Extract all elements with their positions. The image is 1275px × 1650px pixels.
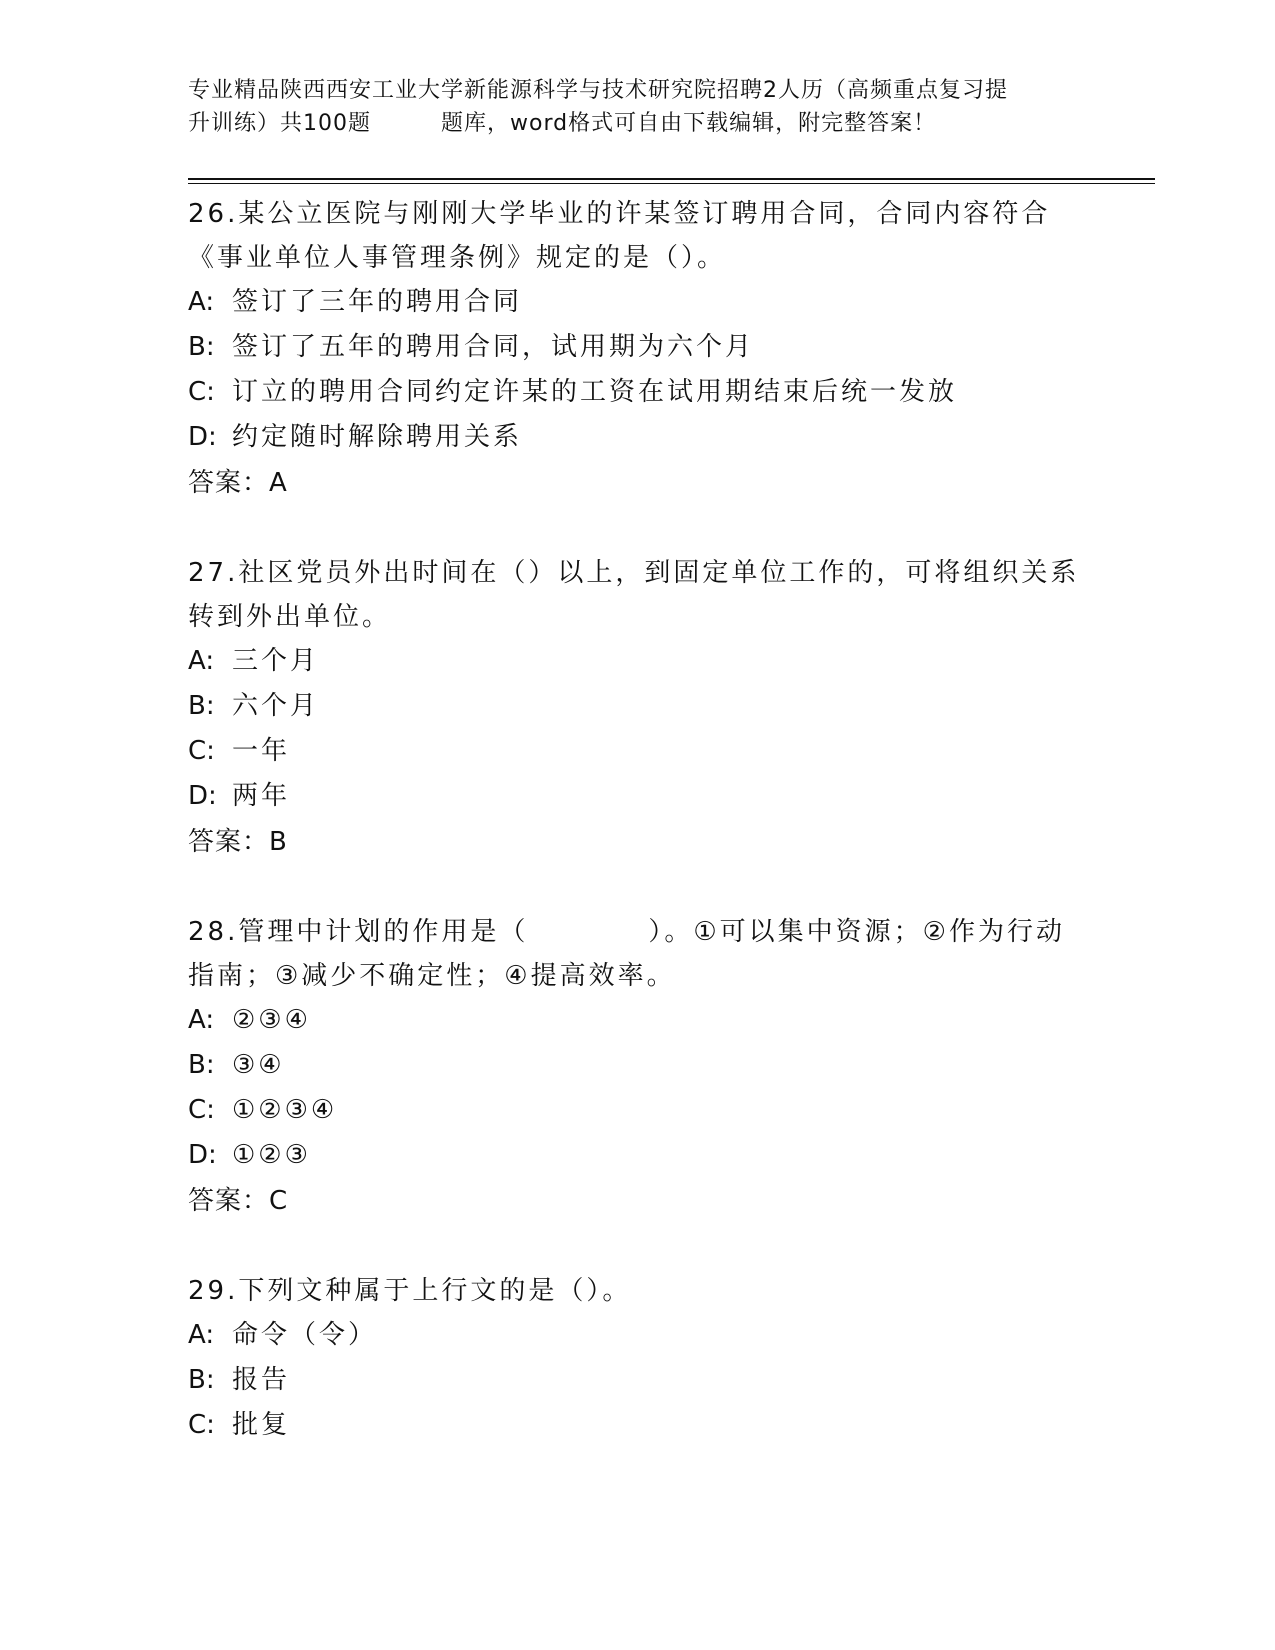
answer-value: B	[269, 827, 288, 857]
option-d	[188, 774, 1088, 819]
header-divider-thick	[188, 178, 1155, 180]
question-28	[188, 910, 1088, 1224]
option-text: 约定随时解除聘用关系	[232, 422, 523, 452]
option-text: 订立的聘用合同约定许某的工资在试用期结束后统一发放	[232, 377, 958, 407]
option-b	[188, 1358, 1088, 1403]
option-label: B:	[188, 1050, 215, 1080]
header-line-2	[188, 107, 1088, 140]
option-label: A:	[188, 646, 215, 676]
option-label: D:	[188, 781, 217, 811]
question-29	[188, 1269, 1088, 1448]
option-a	[188, 998, 1088, 1043]
question-stem: 某公立医院与刚刚大学毕业的许某签订聘用合同，合同内容符合《事业单位人事管理条例》规定的是（）。	[188, 199, 1051, 273]
question-text	[188, 1269, 1088, 1313]
question-number: 26.	[188, 199, 239, 229]
option-label: D:	[188, 422, 217, 452]
question-stem: 社区党员外出时间在（）以上，到固定单位工作的，可将组织关系转到外出单位。	[188, 558, 1080, 632]
question-text	[188, 551, 1088, 639]
question-number: 28.	[188, 917, 239, 947]
option-label: B:	[188, 1365, 215, 1395]
answer-value: C	[269, 1186, 289, 1216]
option-text: 六个月	[232, 691, 320, 721]
option-b	[188, 325, 1088, 370]
page-header	[188, 74, 1088, 140]
header-line-2-part-a: 升训练）共100题	[188, 111, 371, 136]
option-c	[188, 1088, 1088, 1133]
option-c	[188, 370, 1088, 415]
question-number: 27.	[188, 558, 239, 588]
question-stem-part-b: ）。①可以集中资源；②作为行动指南；③减少不确定性；④提高效率。	[188, 917, 1065, 991]
answer-label: 答案：	[188, 1186, 270, 1216]
option-text: ③④	[232, 1050, 285, 1080]
question-list	[188, 192, 1088, 1493]
option-text: 签订了五年的聘用合同，试用期为六个月	[232, 332, 755, 362]
option-text: ①②③	[232, 1140, 311, 1170]
option-label: A:	[188, 1005, 215, 1035]
option-label: D:	[188, 1140, 217, 1170]
option-b	[188, 684, 1088, 729]
option-label: C:	[188, 736, 215, 766]
header-divider-thin	[188, 183, 1155, 184]
option-text: 三个月	[232, 646, 320, 676]
question-text	[188, 910, 1088, 998]
answer-line	[188, 1178, 1088, 1224]
option-text: ①②③④	[232, 1095, 338, 1125]
question-stem: 下列文种属于上行文的是（）。	[238, 1276, 632, 1306]
option-label: C:	[188, 1095, 215, 1125]
option-a	[188, 639, 1088, 684]
option-label: C:	[188, 1410, 215, 1440]
question-27	[188, 551, 1088, 865]
header-line-1: 专业精品陕西西安工业大学新能源科学与技术研究院招聘2人历（高频重点复习提	[188, 78, 1008, 103]
option-d	[188, 415, 1088, 460]
option-text: 批复	[232, 1410, 291, 1440]
option-c	[188, 729, 1088, 774]
option-label: B:	[188, 332, 215, 362]
answer-value: A	[269, 468, 288, 498]
option-a	[188, 280, 1088, 325]
option-text: 命令（令）	[232, 1320, 378, 1350]
option-c	[188, 1403, 1088, 1448]
question-26	[188, 192, 1088, 506]
question-stem-part-a: 管理中计划的作用是（	[238, 917, 529, 947]
option-label: B:	[188, 691, 215, 721]
option-label: C:	[188, 377, 215, 407]
option-text: 签订了三年的聘用合同	[232, 287, 523, 317]
option-a	[188, 1313, 1088, 1358]
option-d	[188, 1133, 1088, 1178]
option-text: ②③④	[232, 1005, 311, 1035]
answer-label: 答案：	[188, 827, 270, 857]
option-text: 两年	[232, 781, 291, 811]
option-text: 报告	[232, 1365, 291, 1395]
option-b	[188, 1043, 1088, 1088]
option-label: A:	[188, 287, 215, 317]
header-line-2-part-b: 题库，word格式可自由下载编辑，附完整答案！	[441, 111, 937, 136]
answer-label: 答案：	[188, 468, 270, 498]
option-text: 一年	[232, 736, 291, 766]
option-label: A:	[188, 1320, 215, 1350]
answer-line	[188, 460, 1088, 506]
answer-line	[188, 819, 1088, 865]
question-text	[188, 192, 1088, 280]
question-number: 29.	[188, 1276, 239, 1306]
